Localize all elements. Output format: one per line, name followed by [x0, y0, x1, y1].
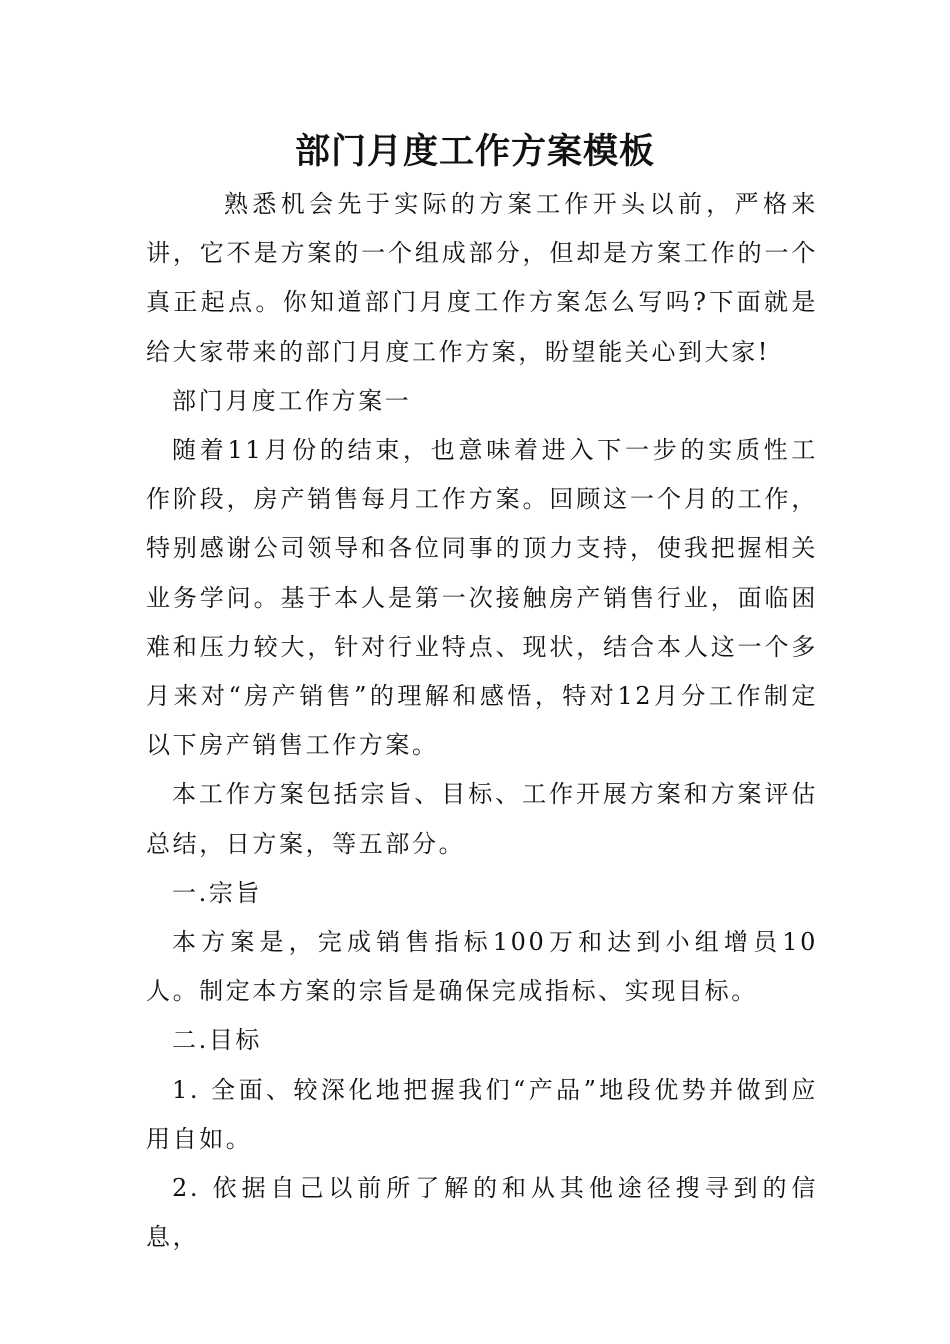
heading-purpose: 一.宗旨 [172, 878, 263, 907]
paragraph-review: 随着11月份的结束，也意味着进入下一步的实质性工作阶段，房产销售每月工作方案。回顾这一个月的工作，特别感谢公司领导和各位同事的顶力支持，使我把握相关业务学问。基于本人是第一次接触房产销售行业，面临困难和压力较大，针对行业特点、现状，结合本人这一个多月来对“房产销售”的理解和感悟，特对12月分工作制定以下房产销售工作方案。 [146, 436, 818, 760]
paragraph-plan-contents: 本工作方案包括宗旨、目标、工作开展方案和方案评估总结，日方案，等五部分。 [146, 780, 818, 858]
intro-paragraph: 熟悉机会先于实际的方案工作开头以前，严格来讲，它不是方案的一个组成部分，但却是方案工作的一个真正起点。你知道部门月度工作方案怎么写吗?下面就是给大家带来的部门月度工作方案，盼望能关心到大家! [146, 190, 818, 366]
heading-goals: 二.目标 [172, 1026, 263, 1055]
paragraph-purpose: 本方案是，完成销售指标100万和达到小组增员10人。制定本方案的宗旨是确保完成指标、实现目标。 [146, 928, 818, 1006]
document-title: 部门月度工作方案模板 [294, 132, 655, 172]
goal-item-2: 2. 依据自己以前所了解的和从其他途径搜寻到的信息， [146, 1174, 818, 1252]
section-heading-plan-one: 部门月度工作方案一 [172, 386, 412, 415]
document-body [146, 180, 818, 1262]
goal-item-1: 1. 全面、较深化地把握我们“产品”地段优势并做到应用自如。 [146, 1075, 818, 1153]
